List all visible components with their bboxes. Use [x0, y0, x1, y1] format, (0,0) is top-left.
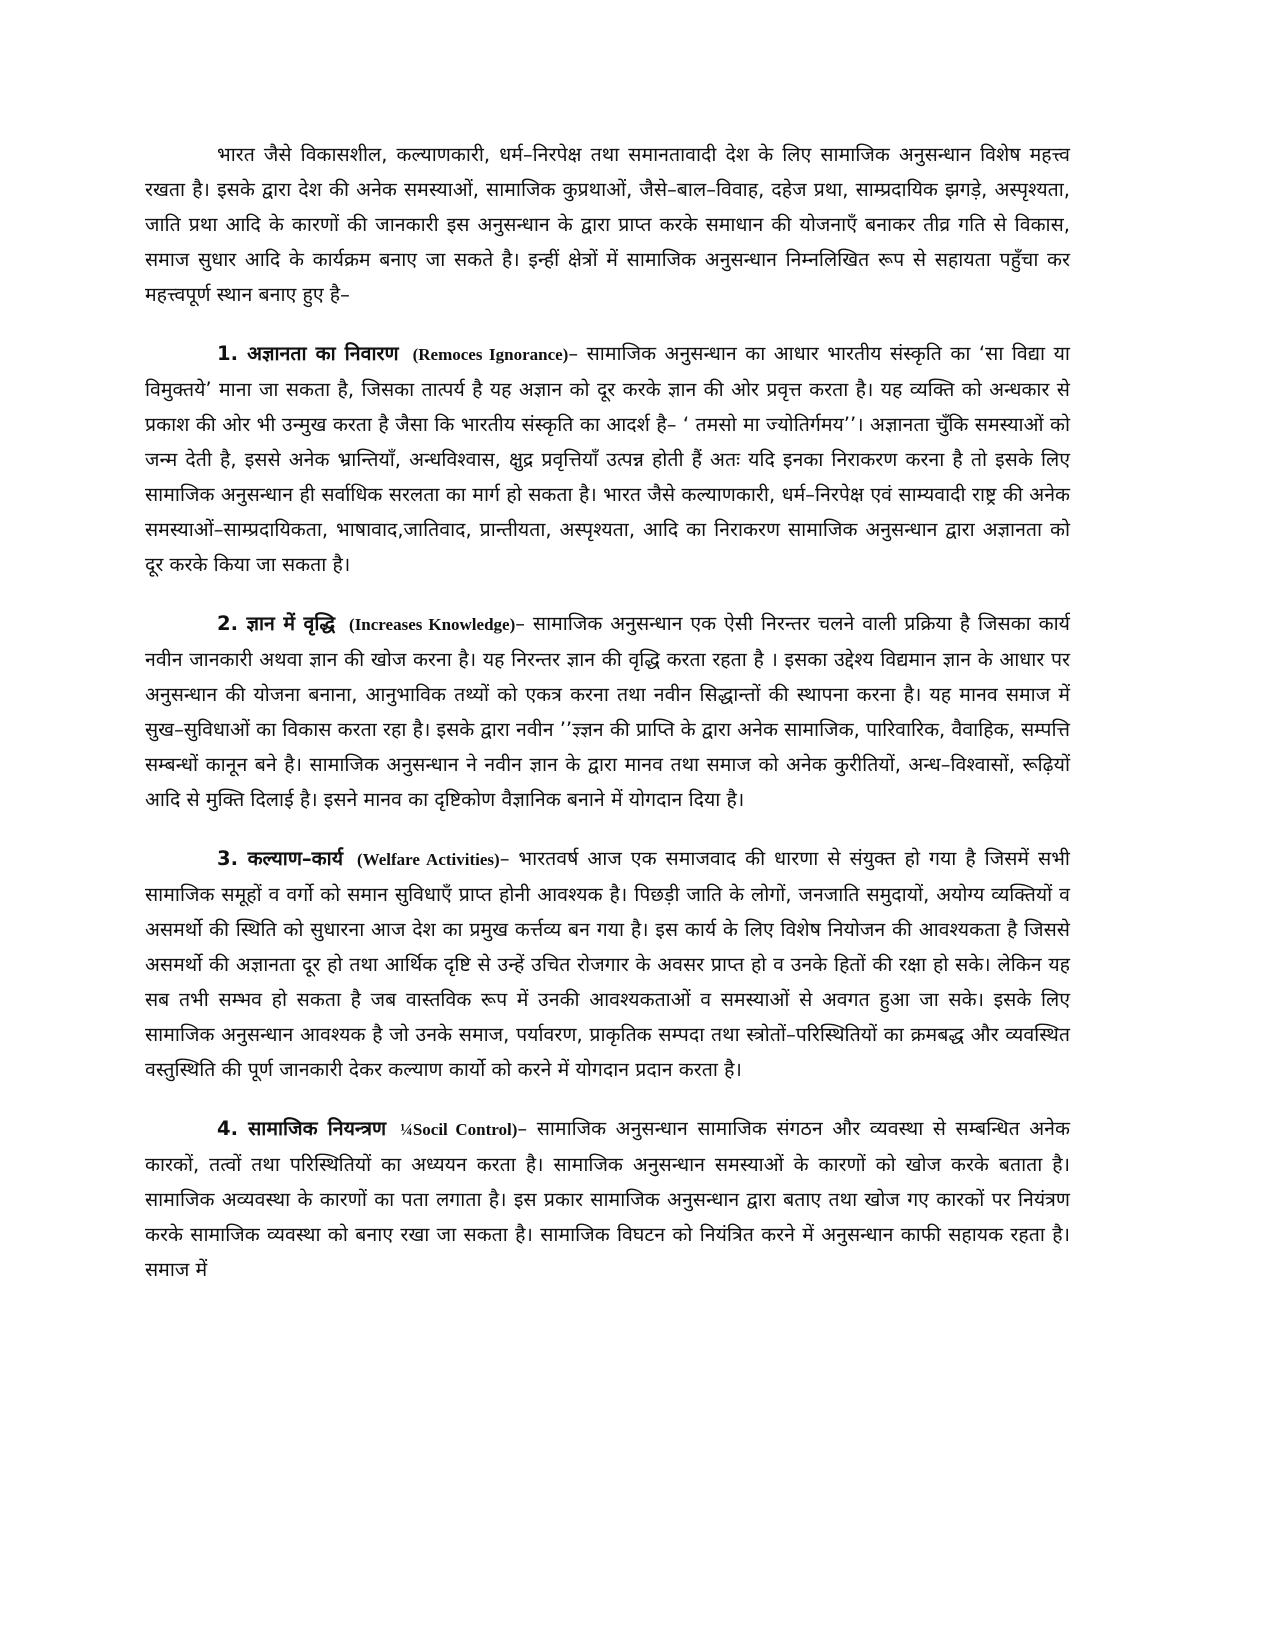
section-social-control — [145, 1111, 1070, 1287]
section-heading: 2. ज्ञान में वृद्धि — [217, 612, 336, 635]
section-welfare-activities — [145, 841, 1070, 1087]
section-english-term: (Increases Knowledge) — [349, 615, 516, 634]
section-english-term: (Remoces Ignorance) — [412, 345, 569, 364]
section-heading: 3. कल्याण–कार्य — [217, 847, 343, 870]
section-remove-ignorance — [145, 336, 1070, 582]
section-body: – सामाजिक अनुसन्धान का आधार भारतीय संस्कृति का ‘सा विद्या या विमुक्तये’ माना जा सकता है, जिसका तात्पर्य है यह अज्ञान को दूर करके ज्ञान की ओर प्रवृत्त करता है। यह व्यक्ति को अन्धकार से प्रकाश की ओर भी उन्मुख करता है जैसा कि भारतीय संस्कृति का आदर्श है– ‘ तमसो मा ज्योतिर्गमय’’। अज्ञानता चुँकि समस्याओं को जन्म देती है, इससे अनेक भ्रान्तियाँ, अन्धविश्वास, क्षुद्र प्रवृत्तियाँ उत्पन्न होती हैं अतः यदि इनका निराकरण करना है तो इसके लिए सामाजिक अनुसन्धान ही सर्वाधिक सरलता का मार्ग हो सकता है। भारत जैसे कल्याणकारी, धर्म–निरपेक्ष एवं साम्यवादी राष्ट्र की अनेक समस्याओं–साम्प्रदायिकता, भाषावाद,जातिवाद, प्रान्तीयता, अस्पृश्यता, आदि का निराकरण सामाजिक अनुसन्धान द्वारा अज्ञानता को दूर करके किया जा सकता है। — [145, 342, 1070, 576]
section-body: – सामाजिक अनुसन्धान सामाजिक संगठन और व्यवस्था से सम्बन्धित अनेक कारकों, तत्वों तथा परिस्थितियों का अध्ययन करता है। सामाजिक अनुसन्धान समस्याओं के कारणों को खोज करके बताता है। सामाजिक अव्यवस्था के कारणों का पता लगाता है। इस प्रकार सामाजिक अनुसन्धान द्वारा बताए तथा खोज गए कारकों पर नियंत्रण करके सामाजिक व्यवस्था को बनाए रखा जा सकता है। सामाजिक विघटन को नियंत्रित करने में अनुसन्धान काफी सहायक रहता है। समाज में — [145, 1117, 1070, 1281]
section-heading: 1. अज्ञानता का निवारण — [217, 342, 399, 365]
section-increase-knowledge — [145, 606, 1070, 817]
intro-paragraph: भारत जैसे विकासशील, कल्याणकारी, धर्म–निरपेक्ष तथा समानतावादी देश के लिए सामाजिक अनुसन्धान विशेष महत्त्व रखता है। इसके द्वारा देश की अनेक समस्याओं, सामाजिक कुप्रथाओं, जैसे–बाल–विवाह, दहेज प्रथा, साम्प्रदायिक झगड़े, अस्पृश्यता, जाति प्रथा आदि के कारणों की जानकारी इस अनुसन्धान के द्वारा प्राप्त करके समाधान की योजनाएँ बनाकर तीव्र गति से विकास, समाज सुधार आदि के कार्यक्रम बनाए जा सकते है। इन्हीं क्षेत्रों में सामाजिक अनुसन्धान निम्नलिखित रूप से सहायता पहुँचा कर महत्त्वपूर्ण स्थान बनाए हुए है– — [145, 143, 1070, 306]
section-heading: 4. सामाजिक नियन्त्रण — [217, 1117, 387, 1140]
document-page — [145, 137, 1070, 1311]
section-body: – सामाजिक अनुसन्धान एक ऐसी निरन्तर चलने वाली प्रक्रिया है जिसका कार्य नवीन जानकारी अथवा ज्ञान की खोज करना है। यह निरन्तर ज्ञान की वृद्धि करता रहता है । इसका उद्देश्य विद्यमान ज्ञान के आधार पर अनुसन्धान की योजना बनाना, आनुभाविक तथ्यों को एकत्र करना तथा नवीन सिद्धान्तों की स्थापना करना है। यह मानव समाज में सुख–सुविधाओं का विकास करता रहा है। इसके द्वारा नवीन ’’ज्ञ्ज्ञन की प्राप्ति के द्वारा अनेक सामाजिक, पारिवारिक, वैवाहिक, सम्पत्ति सम्बन्धों कानून बने है। सामाजिक अनुसन्धान ने नवीन ज्ञान के द्वारा मानव तथा समाज को अनेक कुरीतियों, अन्ध–विश्वासों, रूढ़ियों आदि से मुक्ति दिलाई है। इसने मानव का दृष्टिकोण वैज्ञानिक बनाने में योगदान दिया है। — [145, 612, 1070, 811]
section-body: – भारतवर्ष आज एक समाजवाद की धारणा से संयुक्त हो गया है जिसमें सभी सामाजिक समूहों व वर्गो को समान सुविधाएँ प्राप्त होनी आवश्यक है। पिछड़ी जाति के लोगों, जनजाति समुदायों, अयोग्य व्यक्तियों व असमर्थो की स्थिति को सुधारना आज देश का प्रमुख कर्त्तव्य बन गया है। इस कार्य के लिए विशेष नियोजन की आवश्यकता है जिससे असमर्थो की अज्ञानता दूर हो तथा आर्थिक दृष्टि से उन्हें उचित रोजगार के अवसर प्राप्त हो व उनके हितों की रक्षा हो सके। लेकिन यह सब तभी सम्भव हो सकता है जब वास्तविक रूप में उनकी आवश्यकताओं व समस्याओं से अवगत हुआ जा सके। इसके लिए सामाजिक अनुसन्धान आवश्यक है जो उनके समाज, पर्यावरण, प्राकृतिक सम्पदा तथा स्त्रोतों–परिस्थितियों का क्रमबद्ध और व्यवस्थित वस्तुस्थिति की पूर्ण जानकारी देकर कल्याण कार्यो को करने में योगदान प्रदान करता है। — [145, 847, 1070, 1081]
section-english-term: ¼Socil Control) — [400, 1120, 518, 1139]
section-english-term: (Welfare Activities) — [357, 850, 500, 869]
